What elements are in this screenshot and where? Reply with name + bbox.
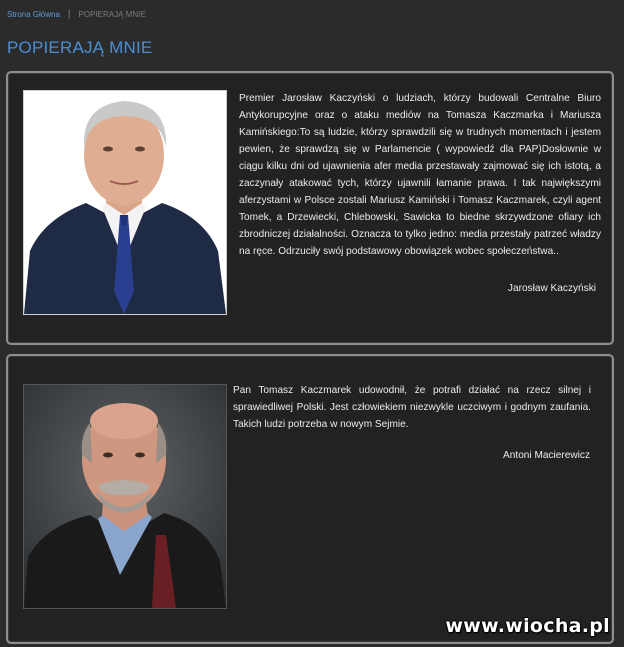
endorser-photo (23, 384, 227, 609)
watermark: www.wiocha.pl (445, 615, 610, 637)
breadcrumb-separator: | (67, 9, 71, 20)
endorser-photo (23, 90, 227, 315)
endorsement-quote: Premier Jarosław Kaczyński o ludziach, którzy budowali Centralne Biuro Antykorupcyjne oraz o ataku mediów na Tomasza Kaczmarka i Mariusza Kamińskiego:To są ludzie, którzy sprawdzili się w trudnych momentach i jestem pewien, że sprawdzą się w Parlamencie ( wypowiedź dla PAP)Dosłownie w ciągu kilku dni od ujawnienia afer media przestawały zajmować się ich istotą, a zaczynały atakować tych, którzy ujawnili łamanie prawa. I tak największymi aferzystami w Polsce zostali Mariusz Kamiński i Tomasz Kaczmarek, czyli agent Tomek, a Drzewiecki, Chlebowski, Sawicka to biedne skrzywdzone ofiary ich zbrodniczej działalności. Oznacza to tylko jedno: media przestały patrzeć władzy na ręce. Odrzuciły swój podstawowy obowiązek wobec społeczeństwa.. (239, 93, 601, 257)
endorsement-author: Jarosław Kaczyński (507, 283, 596, 294)
breadcrumb-current: POPIERAJĄ MNIE (78, 10, 146, 19)
breadcrumb-home-link[interactable]: Strona Główna (7, 10, 60, 19)
endorsement-card (6, 71, 614, 345)
endorsement-quote: Pan Tomasz Kaczmarek udowodnił, że potrafi działać na rzecz silnej i sprawiedliwej Polski. Jest człowiekiem niezwykle uczciwym i godnym zaufania. Takich ludzi potrzeba w nowym Sejmie. (233, 385, 591, 430)
breadcrumb (7, 9, 146, 20)
endorsement-author: Antoni Macierewicz (503, 450, 590, 461)
endorsement-card (6, 354, 614, 644)
page-title: POPIERAJĄ MNIE (7, 38, 153, 57)
